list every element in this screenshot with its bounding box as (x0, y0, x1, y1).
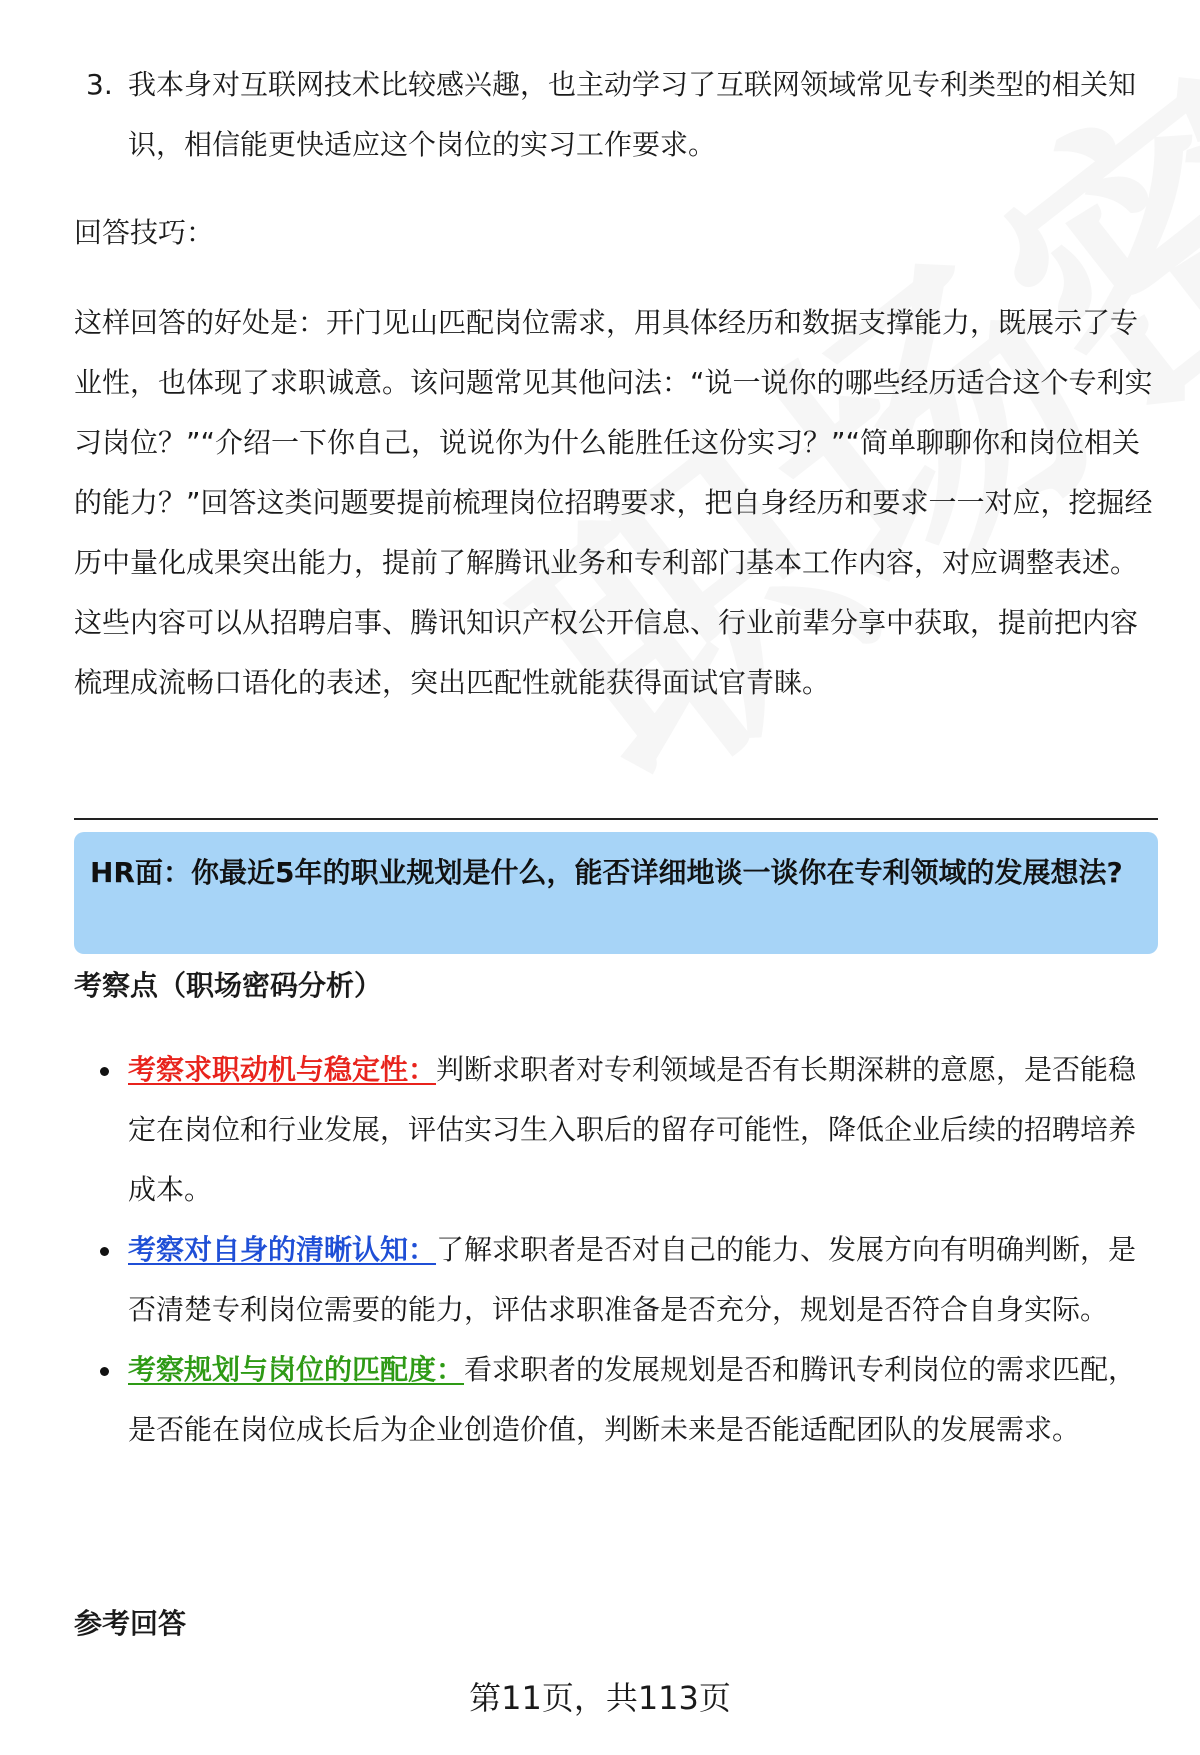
page-footer: 第11页，共113页 (469, 1679, 731, 1717)
point-text: 判断求职者对专利领域是否有长期深耕的意愿，是否能稳定在岗位和行业发展，评估实习生入职后的留存可能性，降低企业后续的招聘培养成本。 (128, 1053, 1137, 1206)
point-keyword: 考察规划与岗位的匹配度： (128, 1353, 465, 1386)
question-box (74, 832, 1158, 954)
analysis-point (74, 1220, 1154, 1340)
question-text: HR面：你最近5年的职业规划是什么，能否详细地谈一谈你在专利领域的发展想法? (90, 856, 1123, 889)
reference-heading: 参考回答 (74, 1607, 187, 1640)
item-text: 我本身对互联网技术比较感兴趣，也主动学习了互联网领域常见专利类型的相关知识，相信能更快适应这个岗位的实习工作要求。 (128, 68, 1137, 161)
bullet-icon (100, 1247, 109, 1256)
numbered-item-3 (74, 55, 1144, 175)
analysis-point (74, 1040, 1154, 1220)
bullet-icon (100, 1367, 109, 1376)
tips-body: 这样回答的好处是：开门见山匹配岗位需求，用具体经历和数据支撑能力，既展示了专业性，也体现了求职诚意。该问题常见其他问法：“说一说你的哪些经历适合这个专利实习岗位？”“介绍一下你自己，说说你为什么能胜任这份实习？”“简单聊聊你和岗位相关的能力？”回答这类问题要提前梳理岗位招聘要求，把自身经历和要求一一对应，挖掘经历中量化成果突出能力，提前了解腾讯业务和专利部门基本工作内容，对应调整表述。这些内容可以从招聘启事、腾讯知识产权公开信息、行业前辈分享中获取，提前把内容梳理成流畅口语化的表述，突出匹配性就能获得面试官青睐。 (74, 306, 1153, 699)
point-keyword: 考察求职动机与稳定性： (128, 1053, 437, 1086)
section-divider (74, 818, 1158, 820)
analysis-points (74, 1040, 1154, 1460)
analysis-heading: 考察点（职场密码分析） (74, 969, 383, 1002)
item-number: 3. (86, 68, 113, 101)
point-keyword: 考察对自身的清晰认知： (128, 1233, 437, 1266)
tips-label: 回答技巧： (74, 216, 215, 249)
point-text: 了解求职者是否对自己的能力、发展方向有明确判断，是否清楚专利岗位需要的能力，评估求职准备是否充分，规划是否符合自身实际。 (128, 1233, 1137, 1326)
point-text: 看求职者的发展规划是否和腾讯专利岗位的需求匹配，是否能在岗位成长后为企业创造价值，判断未来是否能适配团队的发展需求。 (128, 1353, 1137, 1446)
analysis-point (74, 1340, 1154, 1460)
bullet-icon (100, 1067, 109, 1076)
